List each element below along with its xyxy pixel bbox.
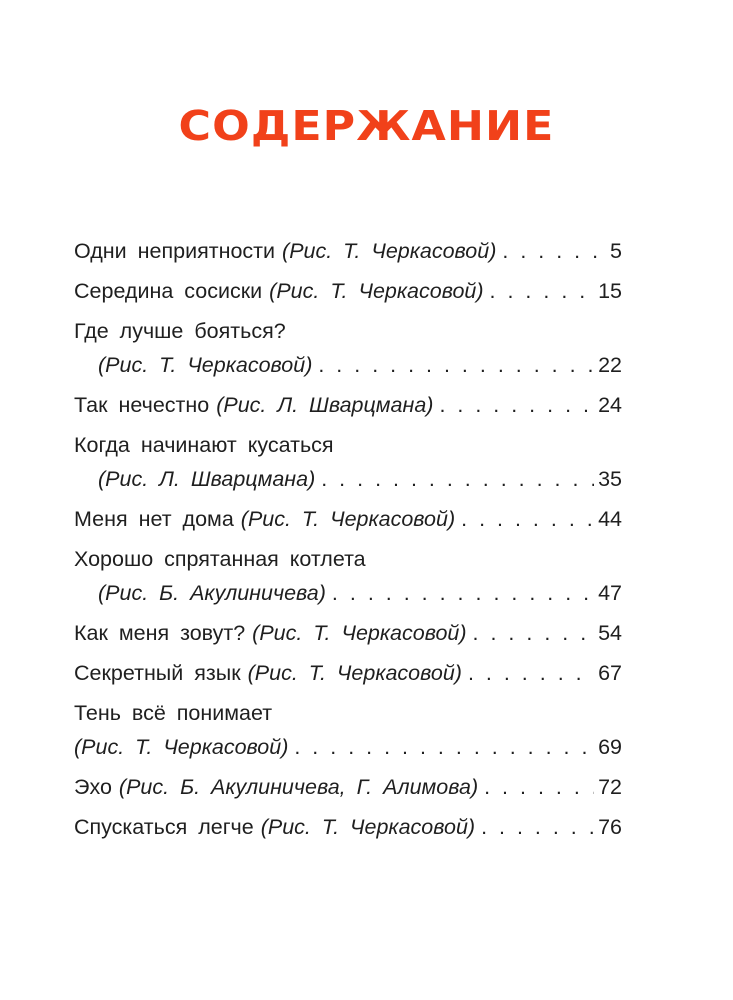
dot-leader [461,502,594,536]
toc-entry-page: 22 [598,353,622,377]
toc-entry-page: 69 [598,735,622,759]
dot-leader [468,656,594,690]
toc-entry-title: Спускаться легче [74,815,254,839]
toc-entry [74,314,622,382]
toc-entry-title: Эхо [74,775,112,799]
toc-entry [74,234,622,268]
toc-entry-page: 76 [598,815,622,839]
toc-entry-illustrator: (Рис. Т. Черкасовой) [240,507,456,531]
toc-entry-page: 24 [598,393,622,417]
toc-entry-page: 54 [598,621,622,645]
toc-entry-title: Меня нет дома [74,507,234,531]
toc-entry-illustrator: (Рис. Л. Шварцмана) [98,467,316,491]
toc-line [74,656,622,690]
toc-entry-title: Хорошо спрятанная котлета [74,547,366,571]
toc-entry [74,502,622,536]
toc-entry-illustrator: (Рис. Т. Черкасовой) [252,621,467,645]
toc-entry-illustrator: (Рис. Л. Шварцмана) [216,393,434,417]
page-title: СОДЕРЖАНИЕ [178,102,555,150]
toc-entry-page: 44 [598,507,622,531]
toc-line-continued [74,462,622,496]
dot-leader [332,576,594,610]
toc-entry [74,542,622,610]
toc-entry [74,770,622,804]
toc-entry-title: Где лучше бояться? [74,319,286,343]
toc-entry-page: 15 [598,279,622,303]
table-of-contents [74,234,622,850]
dot-leader [294,730,594,764]
dot-leader [484,770,594,804]
toc-entry-illustrator: (Рис. Б. Акулиничева) [98,581,326,605]
toc-entry [74,428,622,496]
dot-leader [481,810,594,844]
toc-line [74,616,622,650]
toc-entry [74,616,622,650]
toc-entry-illustrator: (Рис. Т. Черкасовой) [282,239,497,263]
toc-entry [74,696,622,764]
dot-leader [318,348,594,382]
toc-line [74,770,622,804]
toc-entry-illustrator: (Рис. Б. Акулиничева, Г. Алимова) [118,775,479,799]
toc-line [74,388,622,422]
toc-entry [74,656,622,690]
toc-entry-page: 67 [598,661,622,685]
toc-entry-title: Так нечестно [74,393,210,417]
toc-line [74,274,622,308]
toc-entry [74,810,622,844]
toc-entry-page: 5 [610,239,622,263]
dot-leader [490,274,595,308]
toc-line-continued [74,730,622,764]
toc-entry-title: Секретный язык [74,661,241,685]
toc-entry-illustrator: (Рис. Т. Черкасовой) [269,279,484,303]
toc-entry-illustrator: (Рис. Т. Черкасовой) [260,815,476,839]
toc-entry-title: Как меня зовут? [74,621,246,645]
dot-leader [321,462,594,496]
toc-line [74,234,622,268]
toc-line [74,314,622,348]
toc-entry-title: Середина сосиски [74,279,263,303]
toc-entry-page: 47 [598,581,622,605]
dot-leader [473,616,595,650]
toc-line-continued [74,576,622,610]
toc-line [74,542,622,576]
dot-leader [439,388,594,422]
dot-leader [502,234,606,268]
toc-line [74,810,622,844]
toc-entry [74,274,622,308]
toc-entry [74,388,622,422]
toc-entry-page: 72 [598,775,622,799]
toc-entry-illustrator: (Рис. Т. Черкасовой) [98,353,313,377]
toc-line [74,428,622,462]
toc-entry-page: 35 [598,467,622,491]
toc-line [74,696,622,730]
toc-entry-title: Тень всё понимает [74,701,273,725]
toc-entry-illustrator: (Рис. Т. Черкасовой) [247,661,462,685]
toc-line-continued [74,348,622,382]
toc-line [74,502,622,536]
toc-entry-title: Когда начинают кусаться [74,433,334,457]
toc-entry-illustrator: (Рис. Т. Черкасовой) [74,735,289,759]
toc-entry-title: Одни неприятности [74,239,276,263]
